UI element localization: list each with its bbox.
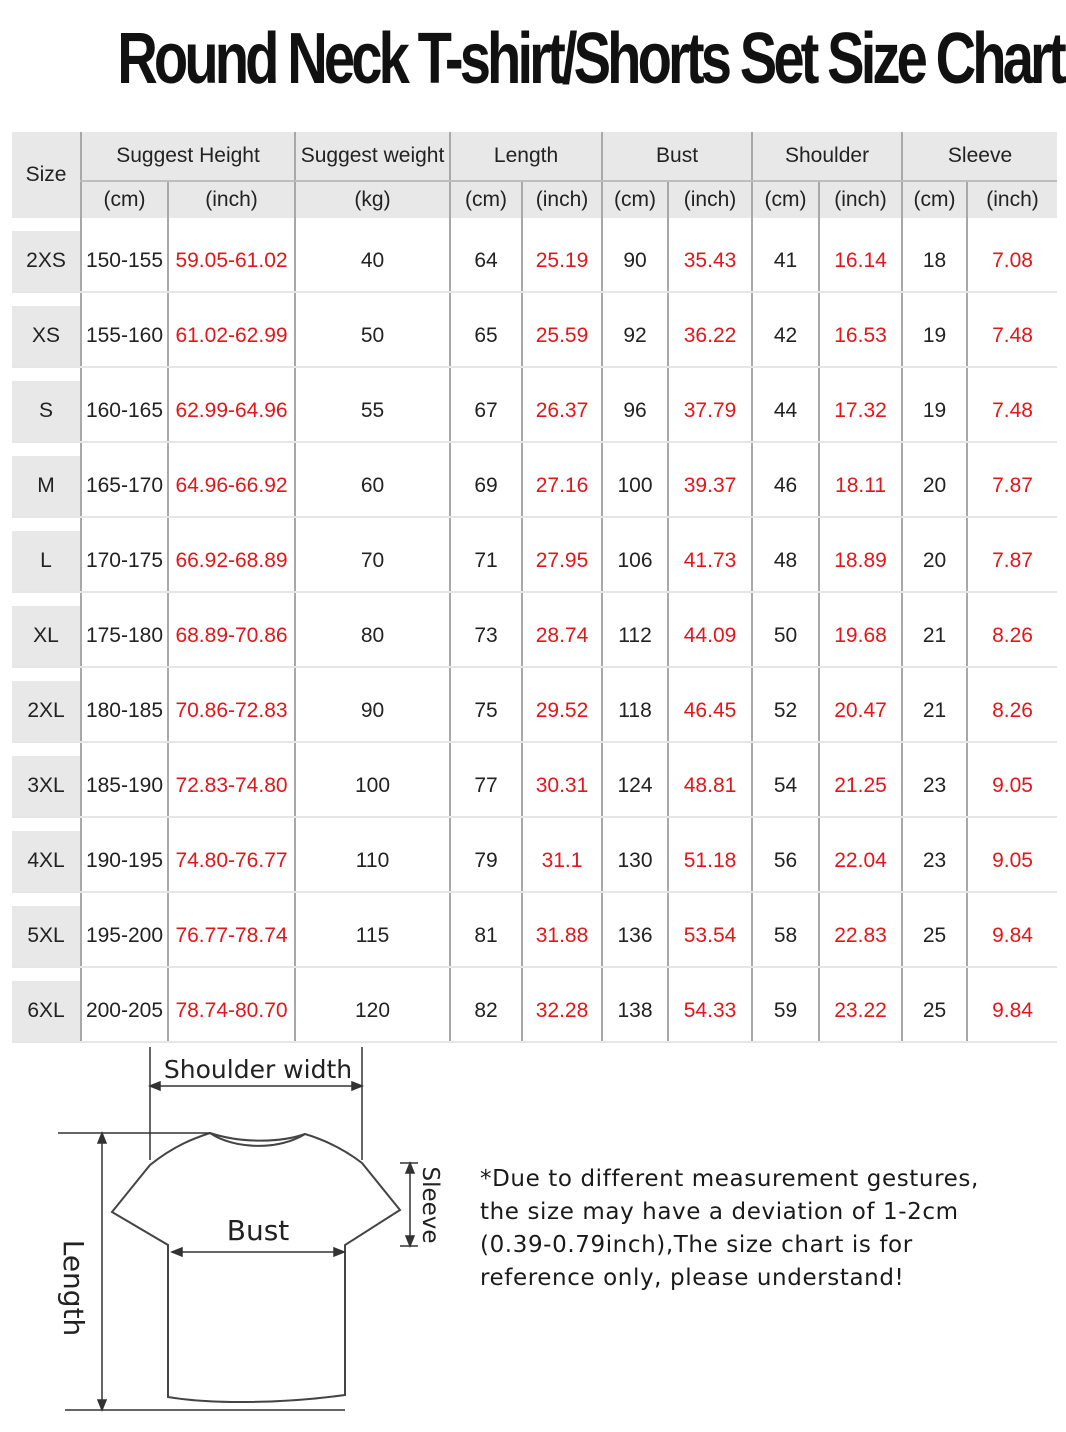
cell-bust-inch: 35.43 — [668, 231, 752, 292]
cell-bust-cm: 90 — [602, 231, 668, 292]
cell-bust-inch: 48.81 — [668, 756, 752, 817]
cell-sleeve-cm: 20 — [902, 456, 967, 517]
table-row — [12, 681, 1057, 742]
cell-sleeve-inch: 8.26 — [967, 681, 1057, 742]
cell-height-inch: 70.86-72.83 — [168, 681, 295, 742]
cell-sleeve-cm: 21 — [902, 681, 967, 742]
cell-length-inch: 32.28 — [522, 981, 602, 1042]
cell-height-inch: 78.74-80.70 — [168, 981, 295, 1042]
cell-shoulder-cm: 50 — [752, 606, 819, 667]
cell-sleeve-inch: 9.05 — [967, 831, 1057, 892]
cell-sleeve-cm: 21 — [902, 606, 967, 667]
unit-length-inch: (inch) — [522, 181, 602, 218]
cell-length-inch: 27.95 — [522, 531, 602, 592]
row-gap — [12, 667, 1057, 681]
cell-sleeve-inch: 7.48 — [967, 381, 1057, 442]
unit-weight-kg: (kg) — [295, 181, 450, 218]
cell-shoulder-inch: 18.89 — [819, 531, 902, 592]
cell-height-cm: 155-160 — [81, 306, 168, 367]
cell-height-inch: 66.92-68.89 — [168, 531, 295, 592]
cell-weight: 110 — [295, 831, 450, 892]
cell-shoulder-cm: 48 — [752, 531, 819, 592]
cell-weight: 80 — [295, 606, 450, 667]
table-row — [12, 606, 1057, 667]
cell-bust-cm: 92 — [602, 306, 668, 367]
cell-height-cm: 170-175 — [81, 531, 168, 592]
cell-size: XL — [12, 606, 81, 667]
unit-shoulder-cm: (cm) — [752, 181, 819, 218]
header-suggest-weight: Suggest weight — [295, 132, 450, 181]
cell-height-inch: 72.83-74.80 — [168, 756, 295, 817]
cell-weight: 120 — [295, 981, 450, 1042]
cell-shoulder-inch: 22.04 — [819, 831, 902, 892]
note-line: *Due to different measurement gestures, — [480, 1166, 979, 1192]
cell-size: 6XL — [12, 981, 81, 1042]
cell-sleeve-inch: 9.84 — [967, 981, 1057, 1042]
note-line: the size may have a deviation of 1-2cm — [480, 1199, 959, 1225]
cell-shoulder-inch: 16.53 — [819, 306, 902, 367]
header-length: Length — [450, 132, 602, 181]
header-suggest-height: Suggest Height — [81, 132, 295, 181]
table-row — [12, 531, 1057, 592]
table-row — [12, 306, 1057, 367]
cell-sleeve-inch: 7.08 — [967, 231, 1057, 292]
cell-length-inch: 31.1 — [522, 831, 602, 892]
cell-weight: 50 — [295, 306, 450, 367]
cell-bust-inch: 39.37 — [668, 456, 752, 517]
cell-shoulder-cm: 52 — [752, 681, 819, 742]
unit-sleeve-inch: (inch) — [967, 181, 1057, 218]
cell-length-cm: 77 — [450, 756, 522, 817]
cell-bust-cm: 124 — [602, 756, 668, 817]
cell-bust-inch: 37.79 — [668, 381, 752, 442]
cell-height-cm: 185-190 — [81, 756, 168, 817]
cell-length-inch: 30.31 — [522, 756, 602, 817]
unit-height-cm: (cm) — [81, 181, 168, 218]
header-row-units — [12, 181, 1057, 218]
cell-length-cm: 82 — [450, 981, 522, 1042]
header-sleeve: Sleeve — [902, 132, 1057, 181]
table-row — [12, 381, 1057, 442]
cell-shoulder-cm: 54 — [752, 756, 819, 817]
unit-bust-inch: (inch) — [668, 181, 752, 218]
cell-bust-cm: 100 — [602, 456, 668, 517]
cell-length-cm: 64 — [450, 231, 522, 292]
cell-length-inch: 27.16 — [522, 456, 602, 517]
tshirt-outline-icon — [112, 1133, 400, 1402]
cell-sleeve-cm: 23 — [902, 831, 967, 892]
table-row — [12, 906, 1057, 967]
cell-sleeve-cm: 18 — [902, 231, 967, 292]
cell-weight: 115 — [295, 906, 450, 967]
cell-length-cm: 69 — [450, 456, 522, 517]
table-row — [12, 456, 1057, 517]
cell-sleeve-inch: 9.05 — [967, 756, 1057, 817]
cell-height-cm: 150-155 — [81, 231, 168, 292]
cell-shoulder-inch: 19.68 — [819, 606, 902, 667]
cell-size: 2XL — [12, 681, 81, 742]
unit-bust-cm: (cm) — [602, 181, 668, 218]
diagram-label-length: Length — [57, 1239, 90, 1337]
cell-bust-cm: 96 — [602, 381, 668, 442]
cell-shoulder-cm: 59 — [752, 981, 819, 1042]
cell-weight: 60 — [295, 456, 450, 517]
row-gap — [12, 592, 1057, 606]
header-size: Size — [12, 132, 81, 218]
cell-sleeve-cm: 23 — [902, 756, 967, 817]
cell-height-cm: 200-205 — [81, 981, 168, 1042]
unit-height-inch: (inch) — [168, 181, 295, 218]
table-row — [12, 756, 1057, 817]
cell-bust-inch: 46.45 — [668, 681, 752, 742]
unit-length-cm: (cm) — [450, 181, 522, 218]
cell-shoulder-inch: 21.25 — [819, 756, 902, 817]
diagram-label-sleeve: Sleeve — [417, 1166, 443, 1244]
row-gap — [12, 742, 1057, 756]
cell-length-cm: 71 — [450, 531, 522, 592]
cell-height-inch: 62.99-64.96 — [168, 381, 295, 442]
cell-sleeve-inch: 9.84 — [967, 906, 1057, 967]
cell-shoulder-inch: 23.22 — [819, 981, 902, 1042]
diagram-label-bust: Bust — [226, 1214, 290, 1247]
cell-bust-inch: 54.33 — [668, 981, 752, 1042]
cell-height-inch: 68.89-70.86 — [168, 606, 295, 667]
cell-size: L — [12, 531, 81, 592]
cell-length-inch: 31.88 — [522, 906, 602, 967]
cell-length-cm: 73 — [450, 606, 522, 667]
cell-length-cm: 81 — [450, 906, 522, 967]
cell-size: 4XL — [12, 831, 81, 892]
cell-length-cm: 67 — [450, 381, 522, 442]
cell-height-cm: 175-180 — [81, 606, 168, 667]
row-gap — [12, 892, 1057, 906]
cell-sleeve-inch: 7.87 — [967, 531, 1057, 592]
cell-height-cm: 190-195 — [81, 831, 168, 892]
tshirt-measurement-diagram — [0, 1030, 480, 1430]
diagram-label-shoulder-width: Shoulder width — [163, 1055, 353, 1084]
size-chart-body — [12, 218, 1057, 1042]
cell-height-cm: 180-185 — [81, 681, 168, 742]
cell-weight: 100 — [295, 756, 450, 817]
header-row-groups — [12, 132, 1057, 181]
row-gap — [12, 517, 1057, 531]
cell-bust-inch: 44.09 — [668, 606, 752, 667]
cell-bust-inch: 51.18 — [668, 831, 752, 892]
cell-length-inch: 25.59 — [522, 306, 602, 367]
cell-weight: 70 — [295, 531, 450, 592]
cell-bust-inch: 41.73 — [668, 531, 752, 592]
cell-size: S — [12, 381, 81, 442]
cell-bust-cm: 106 — [602, 531, 668, 592]
row-gap — [12, 817, 1057, 831]
row-gap — [12, 442, 1057, 456]
cell-shoulder-cm: 41 — [752, 231, 819, 292]
page-title: Round Neck T-shirt/Shorts Set Size Chart — [117, 19, 1063, 99]
cell-length-inch: 29.52 — [522, 681, 602, 742]
cell-sleeve-cm: 19 — [902, 306, 967, 367]
cell-sleeve-inch: 7.48 — [967, 306, 1057, 367]
note-line: (0.39-0.79inch),The size chart is for — [480, 1232, 913, 1258]
cell-shoulder-cm: 44 — [752, 381, 819, 442]
cell-sleeve-inch: 8.26 — [967, 606, 1057, 667]
cell-shoulder-inch: 17.32 — [819, 381, 902, 442]
cell-weight: 55 — [295, 381, 450, 442]
note-line: reference only, please understand! — [480, 1265, 905, 1291]
cell-length-cm: 75 — [450, 681, 522, 742]
cell-length-inch: 25.19 — [522, 231, 602, 292]
cell-height-inch: 64.96-66.92 — [168, 456, 295, 517]
cell-shoulder-cm: 56 — [752, 831, 819, 892]
cell-shoulder-cm: 46 — [752, 456, 819, 517]
table-row — [12, 231, 1057, 292]
cell-sleeve-cm: 25 — [902, 906, 967, 967]
cell-shoulder-inch: 22.83 — [819, 906, 902, 967]
cell-shoulder-inch: 16.14 — [819, 231, 902, 292]
cell-height-inch: 76.77-78.74 — [168, 906, 295, 967]
cell-weight: 40 — [295, 231, 450, 292]
cell-size: 3XL — [12, 756, 81, 817]
size-chart-table — [12, 132, 1057, 1043]
row-gap — [12, 367, 1057, 381]
cell-bust-inch: 36.22 — [668, 306, 752, 367]
cell-shoulder-inch: 18.11 — [819, 456, 902, 517]
cell-weight: 90 — [295, 681, 450, 742]
unit-shoulder-inch: (inch) — [819, 181, 902, 218]
unit-sleeve-cm: (cm) — [902, 181, 967, 218]
table-spacer — [12, 218, 1057, 231]
table-row — [12, 831, 1057, 892]
cell-sleeve-cm: 20 — [902, 531, 967, 592]
cell-size: 2XS — [12, 231, 81, 292]
cell-sleeve-cm: 25 — [902, 981, 967, 1042]
cell-length-cm: 79 — [450, 831, 522, 892]
row-gap — [12, 967, 1057, 981]
cell-shoulder-cm: 58 — [752, 906, 819, 967]
disclaimer-note — [480, 1163, 1040, 1295]
cell-length-inch: 28.74 — [522, 606, 602, 667]
header-bust: Bust — [602, 132, 752, 181]
cell-size: XS — [12, 306, 81, 367]
cell-height-inch: 74.80-76.77 — [168, 831, 295, 892]
cell-size: 5XL — [12, 906, 81, 967]
cell-bust-cm: 138 — [602, 981, 668, 1042]
cell-bust-cm: 136 — [602, 906, 668, 967]
cell-height-inch: 61.02-62.99 — [168, 306, 295, 367]
cell-bust-cm: 130 — [602, 831, 668, 892]
cell-height-inch: 59.05-61.02 — [168, 231, 295, 292]
cell-height-cm: 160-165 — [81, 381, 168, 442]
row-gap — [12, 292, 1057, 306]
cell-bust-cm: 118 — [602, 681, 668, 742]
cell-shoulder-inch: 20.47 — [819, 681, 902, 742]
cell-bust-inch: 53.54 — [668, 906, 752, 967]
cell-height-cm: 165-170 — [81, 456, 168, 517]
cell-bust-cm: 112 — [602, 606, 668, 667]
cell-sleeve-cm: 19 — [902, 381, 967, 442]
cell-sleeve-inch: 7.87 — [967, 456, 1057, 517]
cell-height-cm: 195-200 — [81, 906, 168, 967]
cell-shoulder-cm: 42 — [752, 306, 819, 367]
cell-length-inch: 26.37 — [522, 381, 602, 442]
header-shoulder: Shoulder — [752, 132, 902, 181]
cell-length-cm: 65 — [450, 306, 522, 367]
cell-size: M — [12, 456, 81, 517]
